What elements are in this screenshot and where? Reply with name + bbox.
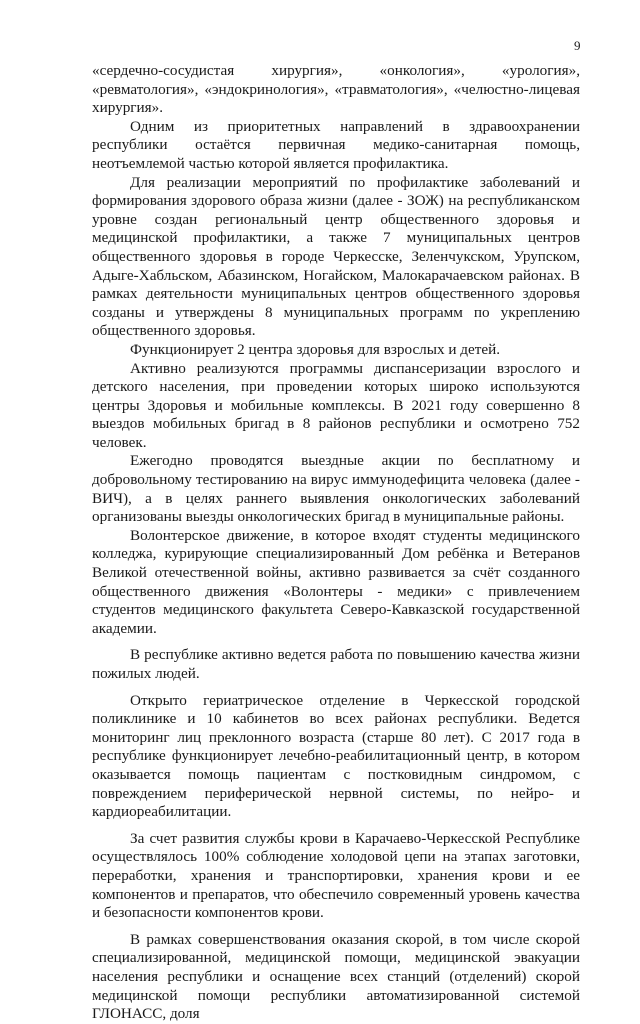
- page-number: 9: [574, 38, 581, 53]
- paragraph-primary-care: Одним из приоритетных направлений в здравоохранении республики остаётся первичная медико-санитарная помощь, неотъемлемой частью которой является профилактика.: [92, 117, 580, 172]
- paragraph-specialties: «сердечно-сосудистая хирургия», «онкология», «урология», «ревматология», «эндокринология», «травматология», «челюстно-лицевая хирургия».: [92, 62, 580, 117]
- paragraph-geriatric: Открыто гериатрическое отделение в Черкесской городской поликлинике и 10 кабинетов во всех районах республики. Ведется мониторинг лиц преклонного возраста (старше 80 лет). С 2017 года в республике функционирует лечебно-реабилитационный центр, в котором оказывается помощь пациентам с постковидным синдромом, с повреждением периферической нервной системы, по нейро- и кардиореабилитации.: [92, 691, 580, 821]
- paragraph-blood-service: За счет развития службы крови в Карачаево-Черкесской Республике осуществлялось 100% соблюдение холодовой цепи на этапах заготовки, переработки, хранения и транспортировки, хранения крови и ее компонентов и препаратов, что обеспечило современный уровень качества и безопасности компонентов крови.: [92, 829, 580, 922]
- paragraph-hiv-testing: Ежегодно проводятся выездные акции по бесплатному и добровольному тестированию на вирус иммунодефицита человека (далее - ВИЧ), а в целях раннего выявления онкологических заболеваний организованы выезды онкологических бригад в муниципальные районы.: [92, 452, 580, 526]
- paragraph-dispensarization: Активно реализуются программы диспансеризации взрослого и детского населения, при проведении которых широко используются центры Здоровья и мобильные комплексы. В 2021 году совершенно 8 выездов мобильных бригад в 8 районов республики и осмотрено 752 человек.: [92, 359, 580, 451]
- paragraph-elderly: В республике активно ведется работа по повышению качества жизни пожилых людей.: [92, 646, 580, 682]
- paragraph-public-health-centers: Для реализации мероприятий по профилактике заболеваний и формирования здорового образа жизни (далее - ЗОЖ) на республиканском уровне создан региональный центр общественного здоровья и медицинской профилактики, а также 7 муниципальных центров общественного здоровья в городе Черкесске, Зеленчукском, Урупском, Адыге-Хабльском, Абазинском, Ногайском, Малокарачаевском районах. В рамках деятельности муниципальных центров общественного здоровья созданы и утверждены 8 муниципальных программ по укреплению общественного здоровья.: [92, 173, 580, 340]
- paragraph-health-centers: Функционирует 2 центра здоровья для взрослых и детей.: [130, 340, 501, 358]
- document-body: [92, 62, 580, 1024]
- paragraph-ambulance: В рамках совершенствования оказания скорой, в том числе скорой специализированной, медицинской помощи, медицинской эвакуации населения республики и оснащение всех станций (отделений) скорой медицинской помощи республики автоматизированной системой ГЛОНАСС, доля: [92, 930, 580, 1023]
- paragraph-volunteers: Волонтерское движение, в которое входят студенты медицинского колледжа, курирующие специализированный Дом ребёнка и Ветеранов Великой отечественной войны, активно развивается за счёт созданного общественного движения «Волонтеры - медики» с привлечением студентов медицинского факультета Северо-Кавказской государственной академии.: [92, 526, 580, 637]
